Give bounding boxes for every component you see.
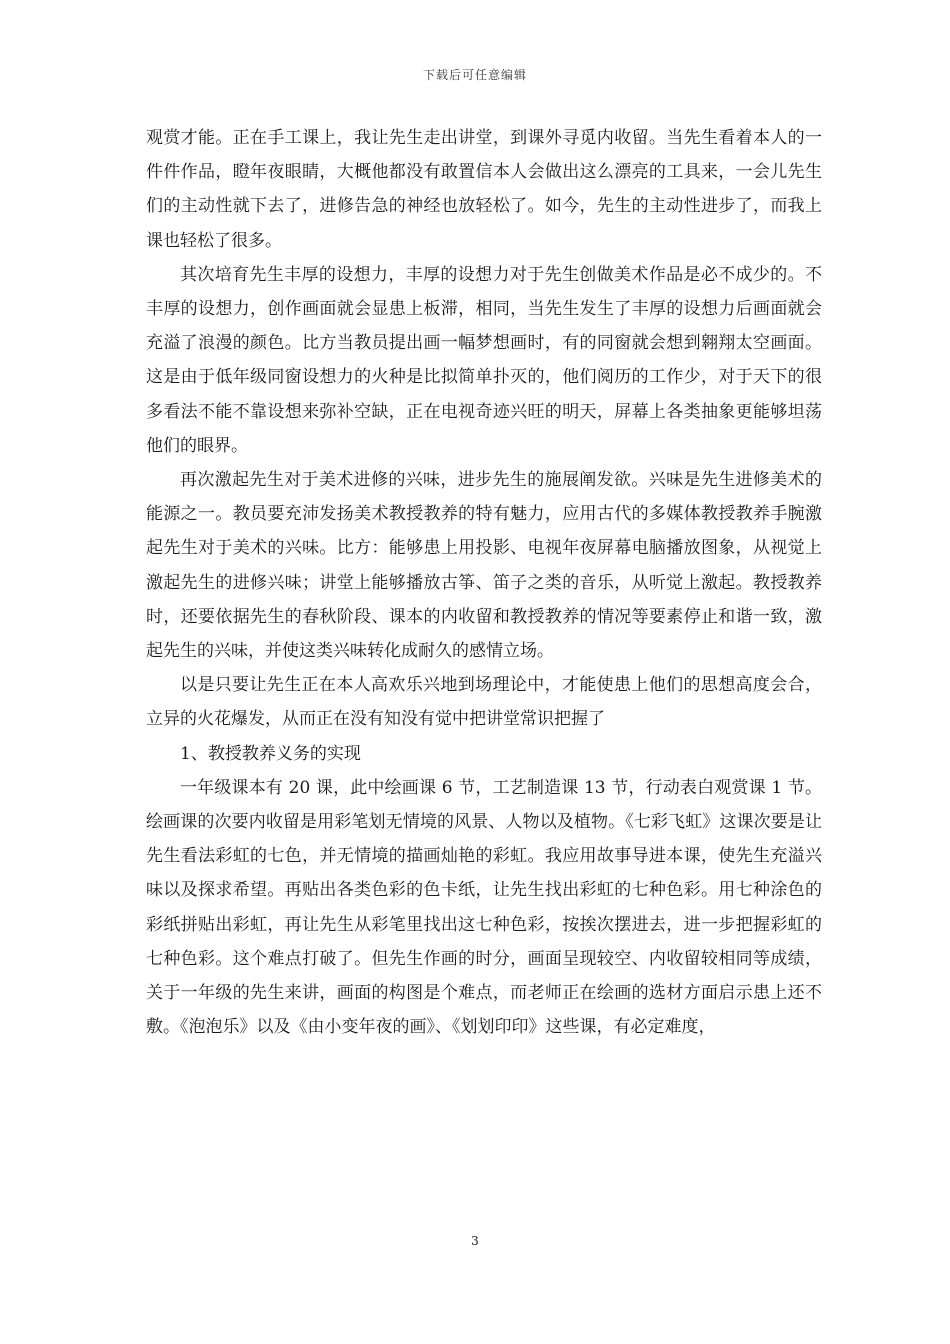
paragraph: 观赏才能。正在手工课上，我让先生走出讲堂，到课外寻觅内收留。当先生看着本人的一件件作品，瞪年夜眼睛，大概他都没有敢置信本人会做出这么漂亮的工具来，一会儿先生们的主动性就下去了，进修告急的神经也放轻松了。如今，先生的主动性进步了，而我上课也轻松了很多。 [146,128,822,251]
paragraph: 其次培育先生丰厚的设想力，丰厚的设想力对于先生创做美术作品是必不成少的。不丰厚的设想力，创作画面就会显患上板滞，相同，当先生发生了丰厚的设想力后画面就会充溢了浪漫的颜色。比方当教员提出画一幅梦想画时，有的同窗就会想到翱翔太空画面。这是由于低年级同窗设想力的火种是比拟简单扑灭的，他们阅历的工作少，对于天下的很多看法不能不靠设想来弥补空缺，正在电视奇迹兴旺的明天，屏幕上各类抽象更能够坦荡他们的眼界。 [146,264,822,456]
section-heading: 1、教授教养义务的实现 [180,743,361,764]
paragraph: 一年级课本有 20 课，此中绘画课 6 节，工艺制造课 13 节，行动表白观赏课 1 节。绘画课的次要内收留是用彩笔划无情境的风景、人物以及植物。《七彩飞虹》这课次要是让先生看法彩虹的七色，并无情境的描画灿艳的彩虹。我应用故事导进本课，使先生充溢兴味以及探求希望。再贴出各类色彩的色卡纸，让先生找出彩虹的七种色彩。用七种涂色的彩纸拼贴出彩虹，再让先生从彩笔里找出这七种色彩，按挨次摆进去，进一步把握彩虹的七种色彩。这个难点打破了。但先生作画的时分，画面呈现较空、内收留较相同等成绩，关于一年级的先生来讲，画面的构图是个难点，而老师正在绘画的选材方面启示患上还不敷。《泡泡乐》以及《由小变年夜的画》、《划划印印》这些课，有必定难度， [146,777,822,1038]
page-header: 下载后可任意编辑 [422,68,527,82]
page-number: 3 [471,1234,479,1248]
paragraph: 再次激起先生对于美术进修的兴味，进步先生的施展阐发欲。兴味是先生进修美术的能源之一。教员要充沛发扬美术教授教养的特有魅力，应用古代的多媒体教授教养手腕激起先生对于美术的兴味。比方：能够患上用投影、电视年夜屏幕电脑播放图象，从视觉上激起先生的进修兴味；讲堂上能够播放古筝、笛子之类的音乐，从听觉上激起。教授教养时，还要依据先生的春秋阶段、课本的内收留和教授教养的情况等要素停止和谐一致，激起先生的兴味，并使这类兴味转化成耐久的感情立场。 [146,470,822,662]
paragraph: 以是只要让先生正在本人高欢乐兴地到场理论中，才能使患上他们的思想高度会合，立异的火花爆发，从而正在没有知没有觉中把讲堂常识把握了 [146,675,822,730]
document-body [146,121,822,1044]
